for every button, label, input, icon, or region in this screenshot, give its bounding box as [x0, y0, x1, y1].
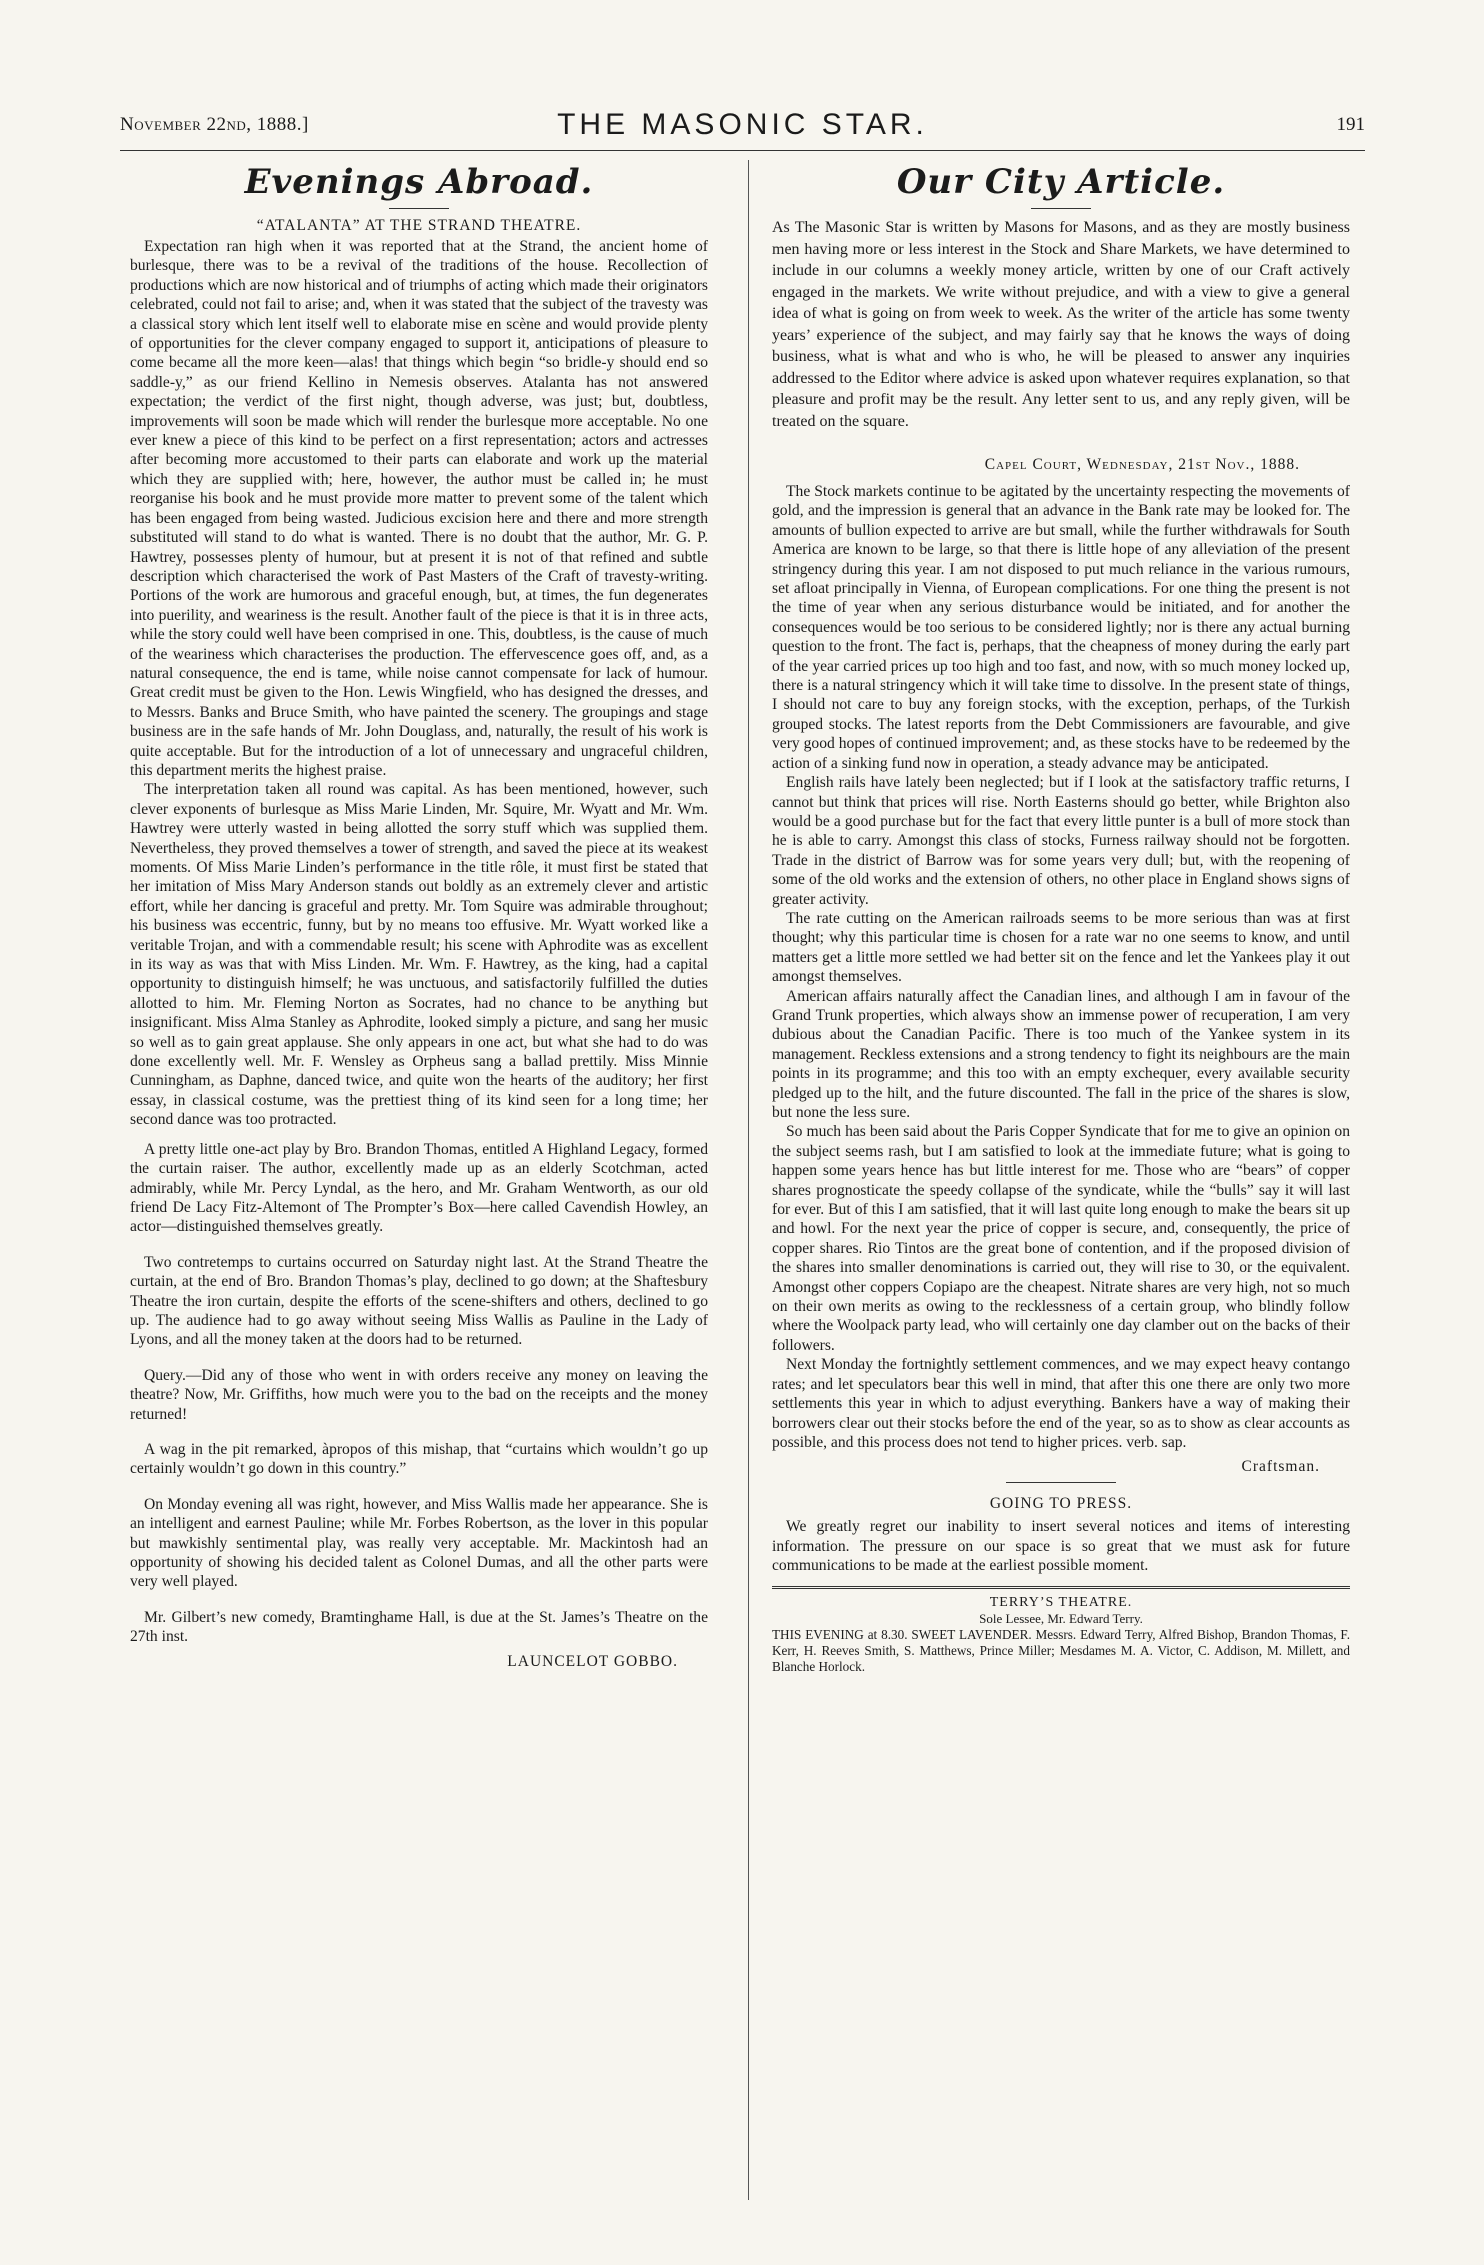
section-heading-city-article: Our City Article. [896, 162, 1226, 202]
intro-paragraph: As The Masonic Star is written by Masons for Masons, and as they are mostly business men having more or less interest in the Stock and Share Markets, we have determined to include in our columns a weekly money article, written by one of our Craft actively engaged in the markets. We write without prejudice, and with a view to give a general idea of what is going on from week to week. As the writer of the article has some twenty years’ experience of the subject, and may fairly say that he knows the ways of doing business, what is what and who is who, he will be pleased to answer any inquiries addressed to the Editor where advice is asked upon whatever requires explanation, so that pleasure and profit may be the result. Any letter sent to us, and any reply given, will be treated on the square. [772, 219, 1350, 430]
article-paragraph: The Stock markets continue to be agitated by the uncertainty respecting the movements of gold, and the impression is general that an advance in the Bank rate may be looked for. The amounts of bullion expected to arrive are but small, while the further withdrawals for South America are known to be large, so that there is little hope of any alleviation of the present stringency during this year. I am not disposed to put much reliance in the various rumours, set afloat principally in Vienna, of European complications. For one thing the present is not the time of year when any serious disturbance would be initiated, and for another the consequences would be too serious to be considered lightly; nor is there any actual burning question to the front. The fact is, perhaps, that the cheapness of money during the early part of the year carried prices up too high and too fast, and now, with so much money locked up, there is a natural stringency which it will take time to dissolve. In the present state of things, I should not care to buy any foreign stocks, with the exception, perhaps, of the Turkish grouped stocks. The latest reports from the Debt Commissioners are favourable, and give very good hopes of continued improvement; and, as these stocks have to be redeemed by the action of a sinking fund now in operation, a steady advance may be anticipated. [772, 483, 1350, 772]
going-to-press-text: We greatly regret our inability to insert several notices and items of interesting information. The pressure on our space is so great that we must ask for future communications to be made at the earliest possible moment. [772, 1518, 1350, 1575]
article-paragraph: The interpretation taken all round was capital. As has been mentioned, however, such clever exponents of burlesque as Miss Marie Linden, Mr. Squire, Mr. Wyatt and Mr. Wm. Hawtrey were utterly wasted in being allotted the sorry stuff which was supplied them. Nevertheless, they proved themselves a tower of strength, and saved the piece at its weakest moments. Of Miss Marie Linden’s performance in the title rôle, it must first be stated that her imitation of Miss Mary Anderson stands out boldly as an extremely clever and artistic effort, while her dancing is graceful and pretty. Mr. Tom Squire was admirable throughout; his business was eccentric, funny, but by no means too effusive. Mr. Wyatt worked like a veritable Trojan, and with a commendable result; his scene with Aphrodite was as excellent in its way as was that with Miss Linden. Mr. Wm. F. Hawtrey, as the king, had a capital opportunity to distinguish himself; he was unctuous, and satisfactorily fulfilled the duties allotted to him. Mr. Fleming Norton as Socrates, had no chance to be anything but insignificant. Miss Alma Stanley as Aphrodite, looked simply a picture, and sang her music so well as to gain great applause. She only appears in one act, but what she had to do was done excellently well. Mr. F. Wensley as Orpheus sang a ballad prettily. Miss Minnie Cunningham, as Daphne, danced twice, and quite won the hearts of the auditory; her first essay, in classical costume, was the prettiest thing of its kind seen for a long time; her second dance was too protracted. [130, 781, 708, 1129]
article-paragraph: On Monday evening all was right, however, and Miss Wallis made her appearance. She is an intelligent and earnest Pauline; while Mr. Forbes Robertson, as the lover in this popular but mawkishly sentimental play, was really very acceptable. Mr. Mackintosh had an opportunity of showing his decided talent as Colonel Dumas, and all the other parts were very well played. [130, 1495, 708, 1591]
section-heading-evenings: Evenings Abroad. [244, 162, 594, 202]
going-to-press-heading: GOING TO PRESS. [989, 1495, 1133, 1513]
article-paragraph: A wag in the pit remarked, àpropos of this mishap, that “curtains which wouldn’t go up certainly wouldn’t go down in this country.” [130, 1440, 708, 1478]
article-paragraph: Mr. Gilbert’s new comedy, Bramtinghame Hall, is due at the St. James’s Theatre on the 27th inst. [130, 1608, 708, 1646]
issue-date: November 22nd, 1888.] [120, 114, 309, 135]
article-paragraph: Two contretemps to curtains occurred on Saturday night last. At the Strand Theatre the curtain, at the end of Bro. Brandon Thomas’s play, declined to go down; at the Shaftesbury Theatre the iron curtain, despite the efforts of the scene-shifters and others, declined to go up. The audience had to go away without seeing Miss Wallis as Pauline in the Lady of Lyons, and all the money taken at the doors had to be returned. [130, 1253, 708, 1349]
article-paragraph: Expectation ran high when it was reported that at the Strand, the ancient home of burlesque, there was to be a revival of the traditions of the house. Recollection of productions which are now historical and of triumphs of acting which made their originators celebrated, could not fail to arise; and, when it was stated that the subject of the travesty was a classical story which lent itself well to elaborate mise en scène and would provide plenty of opportunities for the clever company engaged to support it, anticipations of pleasure to come became all the more keen—alas! that things which begin “so bridle-y should end so saddle-y,” as our friend Kellino in Nemesis observes. Atalanta has not answered expectation; the verdict of the first night, though adverse, was just; but, doubtless, improvements will soon be made which will render the burlesque more acceptable. No one ever knew a piece of this kind to be perfect on a first representation; actors and actresses after becoming more accustomed to their parts can elaborate and work up the material which they are supplied with; here, however, the author must be called in; he must reorganise his book and he must provide more matter to prevent some of the talent which has been engaged from being wasted. Judicious excision here and there and more strength substituted will stand to do what is wanted. There is no doubt that the author, Mr. G. P. Hawtrey, possesses plenty of humour, but at present it is not of that refined and subtle description which characterised the work of Past Masters of the Craft of travesty-writing. Portions of the work are humorous and graceful enough, but, at times, the fun degenerates into puerility, and weariness is the result. Another fault of the piece is that it is in three acts, while the story could well have been comprised in one. This, doubtless, is the cause of much of the weariness which characterises the production. The effervescence goes off, and, as a natural consequence, the end is tame, while noise cannot compensate for lack of humour. Great credit must be given to the Hon. Lewis Wingfield, who has designed the dresses, and to Messrs. Banks and Bruce Smith, who have painted the scenery. The groupings and stage business are in the safe hands of Mr. John Douglass, and, naturally, the result of his work is quite acceptable. But for the introduction of a lot of unnecessary and ungraceful children, this department merits the highest praise. [130, 238, 708, 779]
article-paragraph: The rate cutting on the American railroads seems to be more serious than was at first thought; why this particular time is chosen for a rate war no one seems to know, and until matters get a little more settled we had better sit on the fence and let the Yankees play it out amongst themselves. [772, 909, 1350, 986]
author-signature: Craftsman. [1241, 1458, 1320, 1476]
author-signature: LAUNCELOT GOBBO. [507, 1652, 678, 1670]
advert-title: TERRY’S THEATRE. [989, 1594, 1133, 1610]
article-paragraph: So much has been said about the Paris Copper Syndicate that for me to give an opinion on the subject seems rash, but I am satisfied to look at the immediate future; what is going to happen some years hence has but little interest for me. Those who are “bears” of copper shares prognosticate the speedy collapse of the syndicate, while the “bulls” say it will last for ever. But of this I am satisfied, that it will last quite long enough to make the bears sit up and howl. For the next year the price of copper is secure, and, consequently, the price of copper shares. Rio Tintos are the great bone of contention, and if the proposed division of the shares into smaller denominations is carried out, they will rise to 30, or the equivalent. Amongst other coppers Copiapo are the cheapest. Nitrate shares are very high, not so much on their own merits as owing to the recklessness of a certain group, who blindly follow where the Woolpack party lead, who will certainly one day clamber out on the backs of their followers. [772, 1123, 1350, 1354]
short-divider [1006, 1482, 1116, 1483]
page-number: 191 [1336, 114, 1365, 135]
article-paragraph: Next Monday the fortnightly settlement commences, and we may expect heavy contango rates; and let speculators bear this well in mind, that after this one there are only two more settlements this year in which to adjust everything. Bankers have a way of making their borrowers clear out their stocks before the end of the year, so as to show as clear accounts as possible, and this process does not tend to higher prices. verb. sap. [772, 1356, 1350, 1451]
left-column [130, 162, 708, 1671]
masthead-title: THE MASONIC STAR. [557, 108, 928, 141]
dateline: Capel Court, Wednesday, 21st Nov., 1888. [984, 456, 1300, 473]
article-paragraph: Query.—Did any of those who went in with orders receive any money on leaving the theatre? Now, Mr. Griffiths, how much were you to the bad on the receipts and the money returned! [130, 1366, 708, 1423]
article-paragraph: A pretty little one-act play by Bro. Brandon Thomas, entitled A Highland Legacy, formed the curtain raiser. The author, excellently made up as an elderly Scotchman, acted admirably, while Mr. Percy Lyndal, as the hero, and Mr. Graham Wentworth, as our old friend De Lacy Fitz-Altemont of The Prompter’s Box—here called Cavendish Howley, an actor—distinguished themselves greatly. [130, 1140, 708, 1236]
article-subhead: “ATALANTA” AT THE STRAND THEATRE. [256, 217, 582, 234]
short-divider [1031, 208, 1091, 209]
advert-body: THIS EVENING at 8.30. SWEET LAVENDER. Messrs. Edward Terry, Alfred Bishop, Brandon Thomas, F. Kerr, H. Reeves Smith, S. Matthews, Prince Miller; Mesdames M. A. Victor, C. Addison, M. Millett, and Blanche Horlock. [772, 1626, 1350, 1674]
column-divider [748, 160, 749, 2200]
theatre-advert [772, 1595, 1350, 1675]
header-rule [120, 150, 1365, 151]
short-divider [389, 208, 449, 209]
article-paragraph: American affairs naturally affect the Canadian lines, and although I am in favour of the Grand Trunk properties, which always show an immense power of recuperation, I am very dubious about the Canadian Pacific. There is too much of the Yankee system in its management. Reckless extensions and a strong tendency to fight its neighbours are the main points in its programme; and this too with an empty exchequer, every available security pledged up to the hilt, and the future discounted. The fall in the price of the shares is slow, but none the less sure. [772, 987, 1350, 1121]
advert-subtitle: Sole Lessee, Mr. Edward Terry. [979, 1610, 1143, 1626]
right-column [772, 162, 1350, 1675]
advert-rule [772, 1586, 1350, 1589]
article-paragraph: English rails have lately been neglected; but if I look at the satisfactory traffic returns, I cannot but think that prices will rise. North Easterns should go better, while Brighton also would be a good purchase but for the fact that every little punter is a bull of more stock than he is able to carry. Amongst this class of stocks, Furness railway should not be forgotten. Trade in the district of Barrow was for some years very dull; but, with the reopening of some of the old works and the extension of others, no other place in England shows signs of greater activity. [772, 774, 1350, 908]
page-header [120, 108, 1365, 150]
